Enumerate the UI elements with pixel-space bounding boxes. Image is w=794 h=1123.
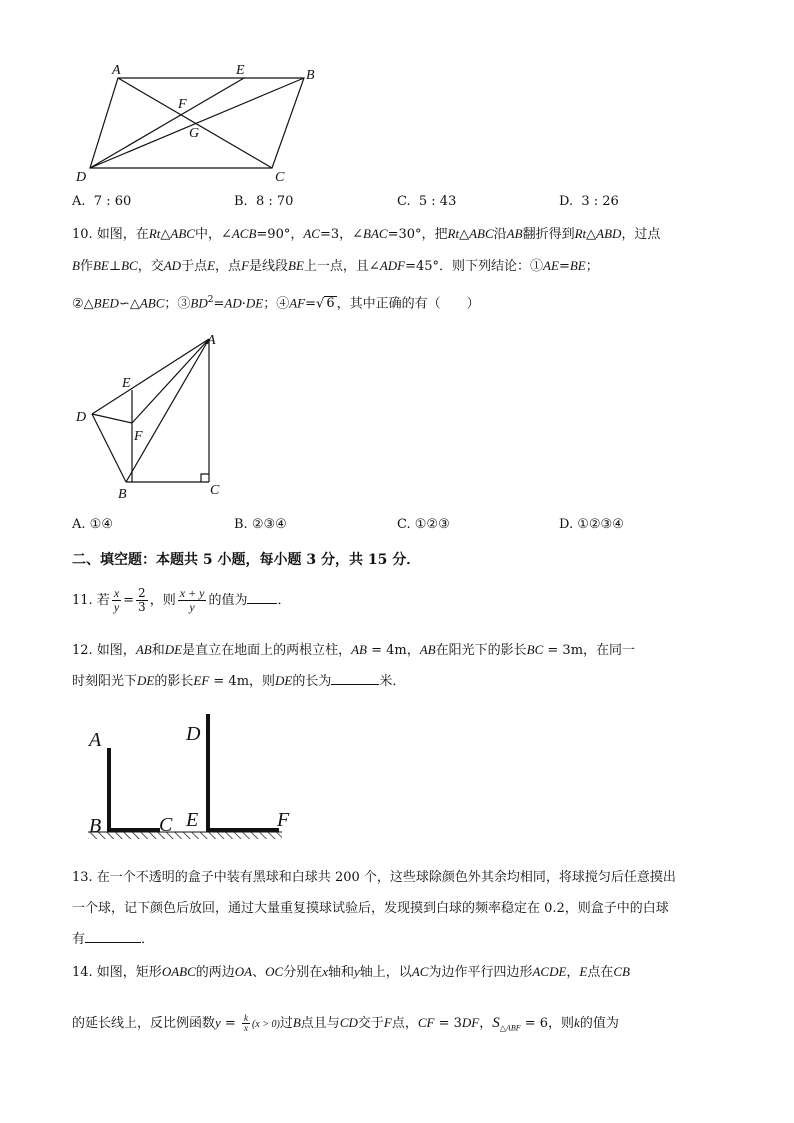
q14-line-2: 的延长线上，反比例函数y = $\frac{k}{x}$ (x > 0)过B点且与CD交于F点，CF = 3DF，$S_{\triangle ABF} = 6$，则k的值为	[72, 1013, 619, 1033]
fraction-x-over-y: $\frac{x}{y}$	[113, 586, 120, 614]
fraction-2-over-3: $\frac{2}{3}$	[138, 586, 146, 614]
q12-line-1: 12. 如图，AB和DE是直立在地面上的两根立柱，AB = 4m，AB在阳光下的影长BC = 3m，在同一	[72, 642, 636, 658]
q10-option-c: C. ①②③	[397, 517, 450, 532]
label-E: E	[236, 63, 245, 78]
q10-line-2: B作BE⊥BC，交AD于点E，点F是线段BE上一点，且∠ADF=45°．则下列结论：①AE=BE；	[72, 258, 599, 274]
answer-blank[interactable]	[85, 930, 141, 943]
answer-blank[interactable]	[331, 672, 379, 685]
label-A: A	[112, 63, 121, 78]
label-E: E	[122, 376, 131, 391]
label-D: D	[186, 723, 201, 745]
q10-line-3: ②△BED∽△ABC；$③BD^2=AD\cdot DE$；④AF=√ 6 ，其中正确的有（ ）	[72, 295, 480, 312]
q9-option-a: A. 7 : 60	[72, 194, 132, 209]
label-A: A	[207, 333, 216, 348]
label-C: C	[275, 170, 285, 185]
q11-line: 11. 若 $\frac{x}{y}$ = $\frac{2}{3}$ ，则 $\frac{x + y}{y}$ 的值为 ．	[72, 586, 291, 614]
q10-line-1: 10. 如图，在Rt△ABC中，∠ACB=90°，AC=3，∠BAC=30°，把Rt△ABC沿AB翻折得到Rt△ABD，过点	[72, 226, 661, 242]
fraction-k-over-x: $\frac{k}{x}$	[243, 1013, 248, 1033]
answer-blank[interactable]	[247, 591, 277, 604]
label-D: D	[76, 410, 87, 425]
label-E: E	[186, 809, 199, 831]
q9-option-b: B. 8 : 70	[234, 194, 294, 209]
q12-posts-figure	[84, 708, 304, 844]
q9-option-d: D. 3 : 26	[559, 194, 619, 209]
q10-option-d: D. ①②③④	[559, 517, 624, 532]
label-C: C	[210, 483, 220, 498]
q10-triangle-figure	[70, 328, 230, 504]
label-F: F	[178, 97, 187, 112]
label-G: G	[189, 126, 200, 141]
sqrt-symbol: √	[316, 296, 325, 312]
q13-line-3: 有 ．	[72, 932, 155, 947]
label-D: D	[76, 170, 87, 185]
q12-line-2: 时刻阳光下DE的影长EF = 4m，则DE的长为 米．	[72, 673, 406, 689]
label-F: F	[134, 429, 143, 444]
q10-option-b: B. ②③④	[234, 517, 287, 532]
q10-option-a: A. ①④	[72, 517, 113, 532]
q14-line-1: 14. 如图，矩形OABC的两边OA、OC分别在x轴和y轴上，以AC为边作平行四边形ACDE，E点在CB	[72, 964, 631, 980]
q9-parallelogram-figure	[70, 58, 340, 188]
label-B: B	[89, 815, 102, 837]
label-B: B	[118, 487, 127, 502]
q9-option-c: C. 5 : 43	[397, 194, 457, 209]
q13-line-2: 一个球，记下颜色后放回，通过大量重复摸球试验后，发现摸到白球的频率稳定在 0.2，则盒子中的白球	[72, 901, 669, 916]
label-C: C	[159, 814, 173, 836]
fraction-xplusy-over-y: $\frac{x + y}{y}$	[179, 586, 205, 614]
q13-line-1: 13. 在一个不透明的盒子中装有黑球和白球共 200 个，这些球除颜色外其余均相同，将球搅匀后任意摸出	[72, 870, 676, 885]
section-heading-fill-in: 二、填空题：本题共 5 小题，每小题 3 分，共 15 分．	[72, 552, 421, 568]
label-A: A	[89, 729, 102, 751]
label-F: F	[277, 809, 290, 831]
label-B: B	[306, 68, 315, 83]
